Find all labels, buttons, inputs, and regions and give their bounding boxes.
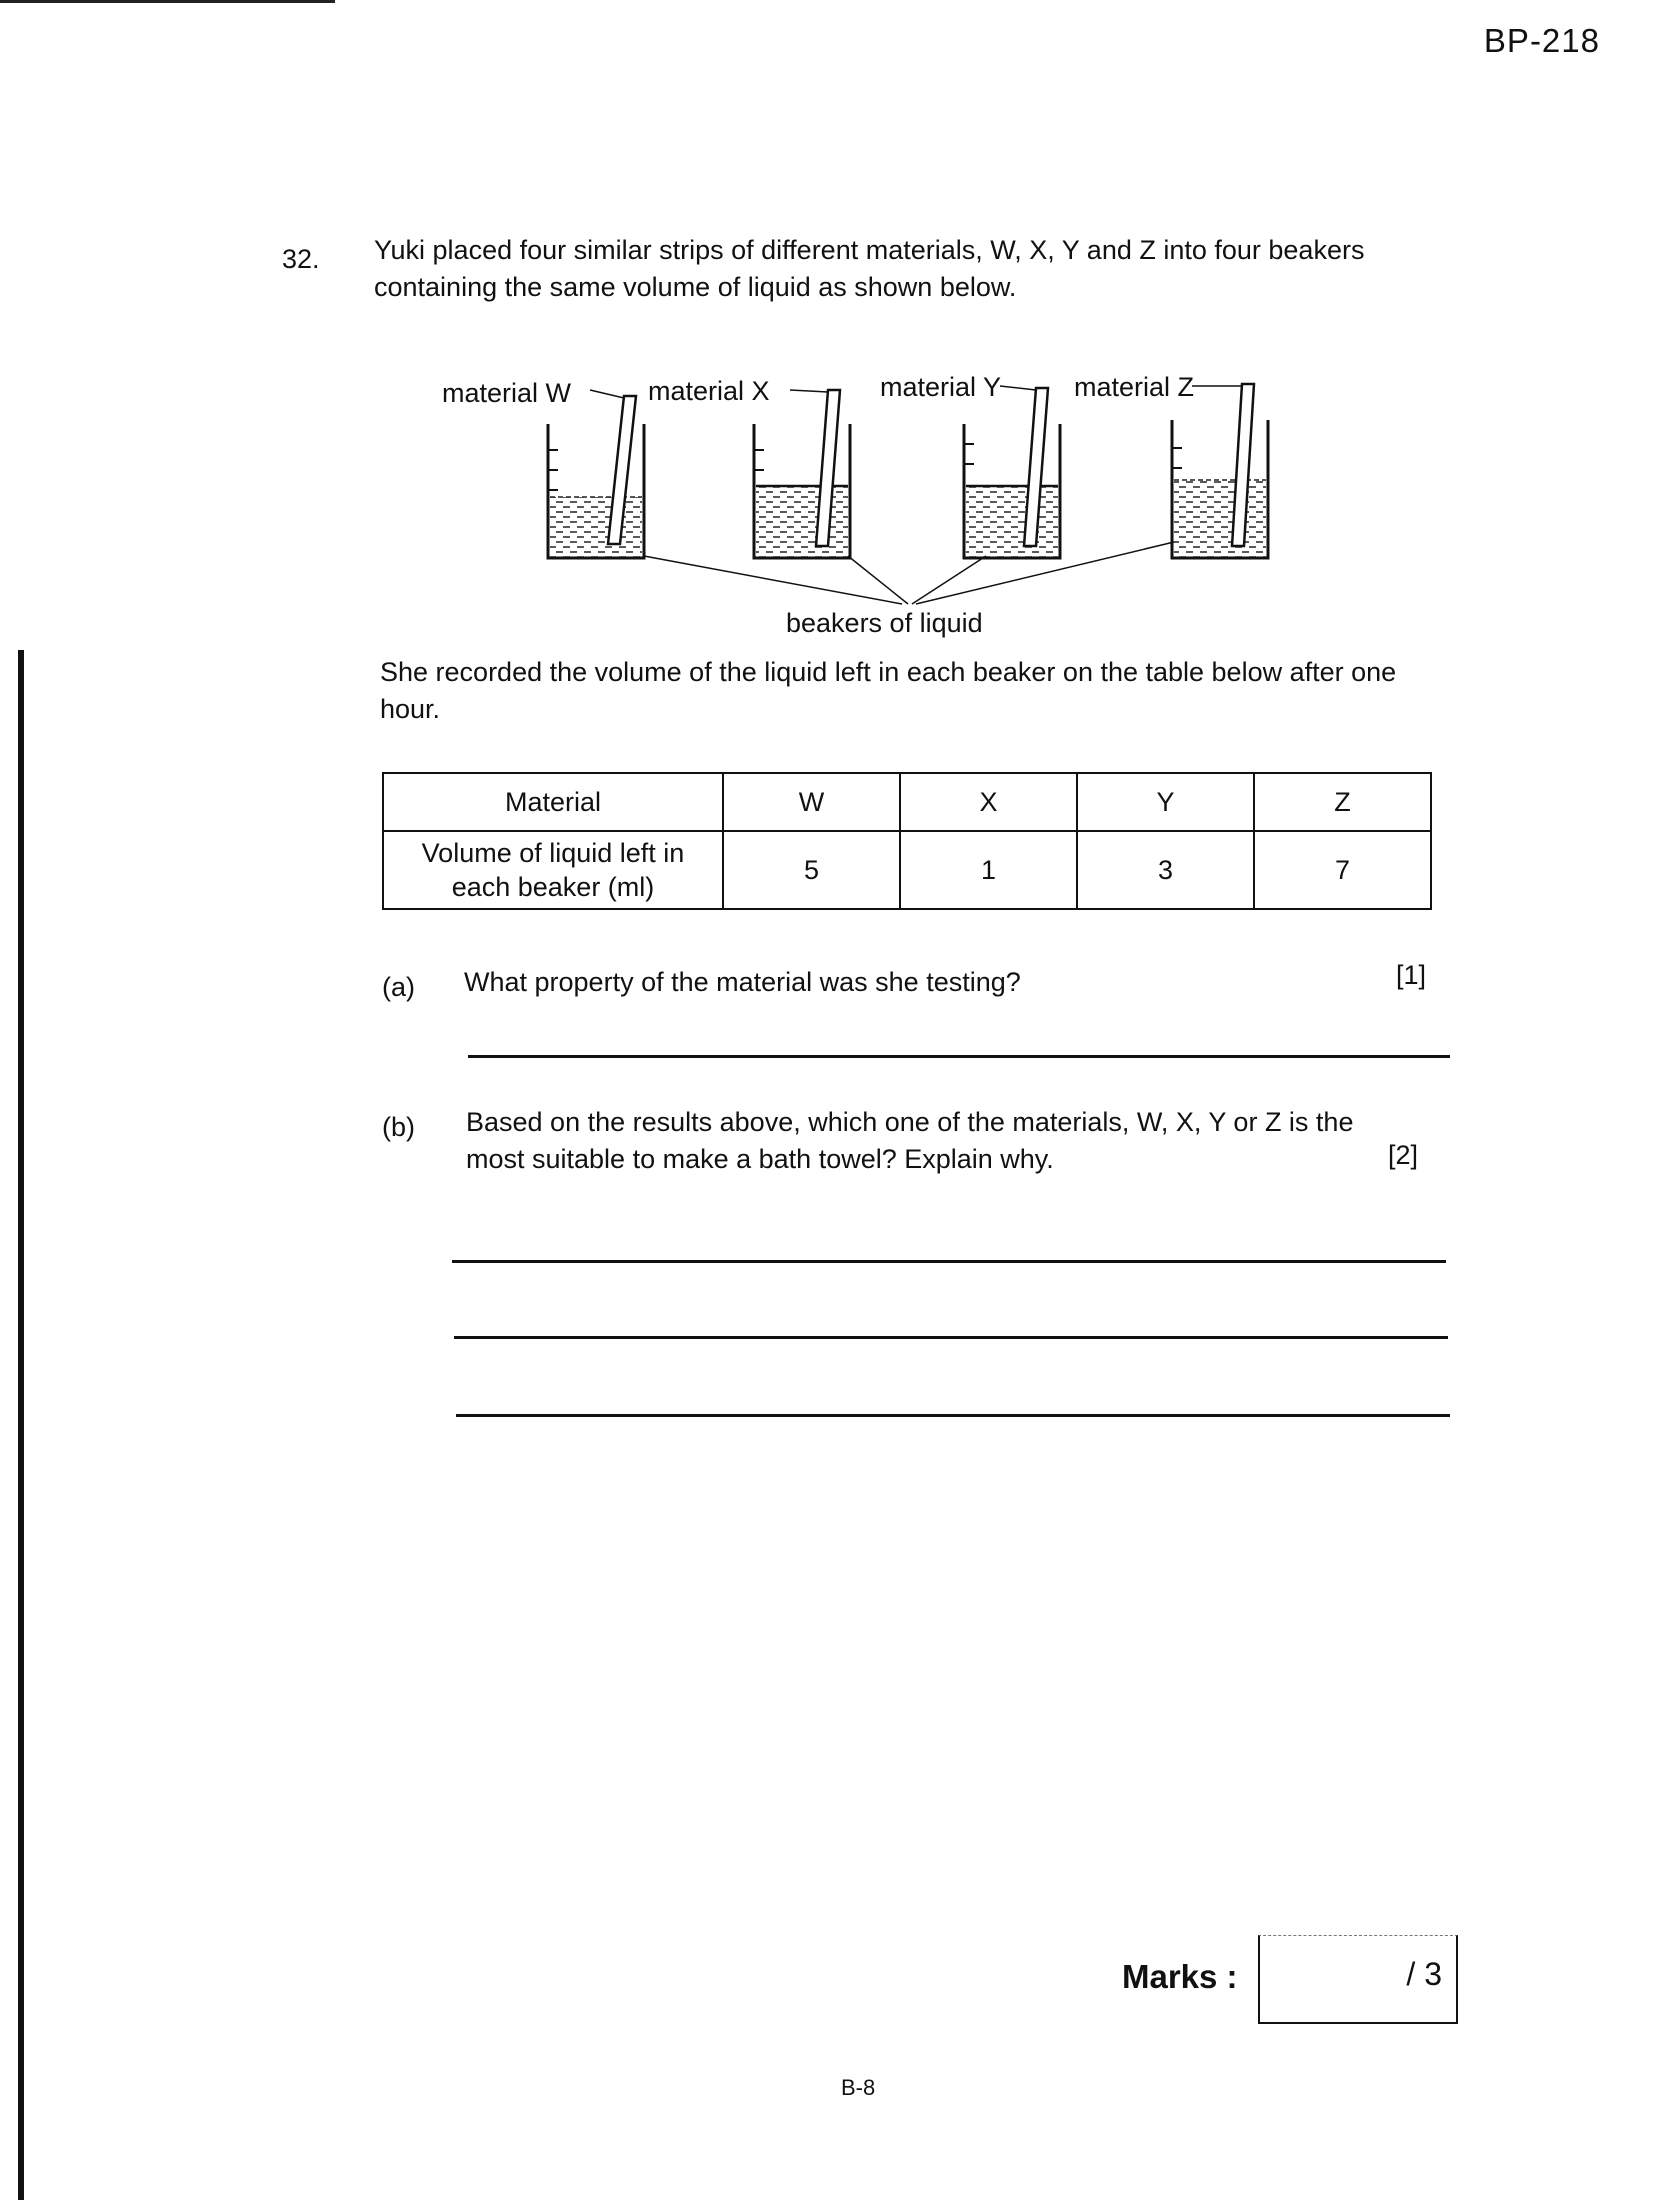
part-b-question: Based on the results above, which one of the materials, W, X, Y or Z is the most suitable to make a bath towel? Explain why. — [466, 1107, 1354, 1174]
record-text: She recorded the volume of the liquid left in each beaker on the table below after one hour. — [380, 657, 1397, 724]
answer-line-a[interactable] — [468, 1055, 1450, 1058]
part-a-marks: [1] — [1396, 960, 1427, 990]
label-material-y: material Y — [880, 372, 1002, 402]
answer-line-b3[interactable] — [456, 1414, 1450, 1417]
table-cell-volume-z: 7 — [1254, 831, 1431, 909]
beaker-y — [964, 388, 1060, 558]
table-cell-material-x: X — [900, 773, 1077, 831]
table-cell-volume-x: 1 — [900, 831, 1077, 909]
table-header-material: Material — [383, 773, 723, 831]
label-material-x: material X — [648, 376, 770, 406]
table-cell-material-w: W — [723, 773, 900, 831]
part-a-letter: (a) — [382, 972, 415, 1002]
page-number: B-8 — [841, 2075, 876, 2100]
table-cell-material-y: Y — [1077, 773, 1254, 831]
question-number: 32. — [282, 244, 320, 274]
table-header-volume: Volume of liquid left in each beaker (ml) — [383, 831, 723, 909]
marks-box[interactable] — [1258, 1935, 1458, 2024]
beaker-z — [1172, 384, 1268, 558]
beaker-x — [754, 390, 850, 558]
answer-line-b2[interactable] — [454, 1336, 1448, 1339]
left-scan-rule — [18, 650, 24, 2200]
marks-total: / 3 — [1406, 1956, 1442, 1992]
table-cell-volume-y: 3 — [1077, 831, 1254, 909]
label-material-w: material W — [442, 378, 572, 408]
question-intro: Yuki placed four similar strips of different materials, W, X, Y and Z into four beakers containing the same volume of liquid as shown below. — [374, 235, 1365, 302]
table-cell-volume-w: 5 — [723, 831, 900, 909]
marks-label: Marks : — [1122, 1958, 1238, 1995]
table-cell-material-z: Z — [1254, 773, 1431, 831]
table-row — [383, 773, 1431, 831]
label-material-z: material Z — [1074, 372, 1195, 402]
top-scan-rule — [0, 0, 335, 3]
paper-code: BP-218 — [1483, 22, 1600, 59]
answer-line-b1[interactable] — [452, 1260, 1446, 1263]
part-a-question: What property of the material was she testing? — [464, 967, 1021, 997]
part-b-letter: (b) — [382, 1112, 415, 1142]
label-beakers-of-liquid: beakers of liquid — [786, 608, 983, 638]
table-row — [383, 831, 1431, 909]
results-table — [382, 772, 1432, 910]
beaker-w — [548, 396, 644, 558]
part-b-marks: [2] — [1388, 1140, 1419, 1170]
